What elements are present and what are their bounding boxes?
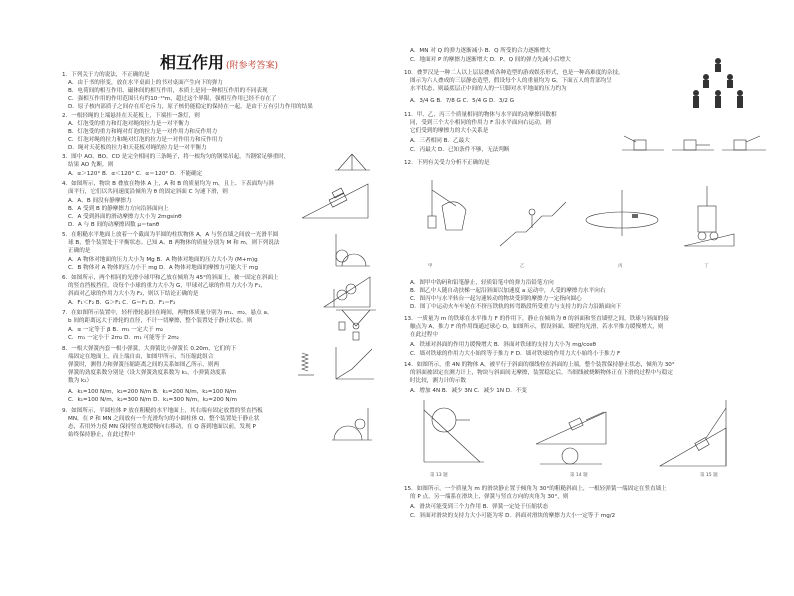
- q5-stem-3: 正确的是: [68, 248, 91, 254]
- q6-stem: 6．如图所示，两个相同的光滑小球甲和乙放在倾角为 45°的斜面上，被一固定在斜面上: [62, 275, 279, 281]
- q13-q15-figures: [410, 398, 750, 472]
- q9-cylinder-figure: [330, 406, 374, 442]
- q14-options: A．增加 4N B．减少 3N C．减少 1N D．不变: [410, 388, 527, 394]
- q4-option-a: A．A、B 间没有静摩擦力: [68, 198, 132, 204]
- q2-option-a: A．灯泡受的重力和灯泡对绳的拉力是一对平衡力: [68, 121, 190, 127]
- q7-stem-2: b 间的距离远大于滑轮的直径，不计一切摩擦，整个装置处于静止状态。则: [68, 318, 253, 324]
- q15-options-ab: A．滑块可能受到三个力作用 B．弹簧一定处于压缩状态: [410, 504, 549, 510]
- q12-figure-bing: [586, 190, 658, 236]
- q12-figure-ding: [684, 186, 734, 246]
- q14-stem: 14．如图所示，重 4N 的物体 A，被平行于斜面的细线栓在斜面的上端，整个装置保持静止状态，倾角为 30°: [404, 362, 675, 368]
- q15-options-cd: C．斜面对滑块的支持力大小可能为零 D．斜面对滑块的摩擦力大小一定等于 mg/2: [410, 513, 616, 519]
- q11-stem-3: 它们受到的摩擦力的大小关系是: [410, 128, 489, 134]
- q11-stem: 11．甲、乙、丙三个质量相同的物体与水平面的动摩擦因数相: [404, 112, 557, 118]
- q13-figure-label: 第 13 题: [430, 473, 448, 478]
- q12-label-ding: 丁: [704, 264, 709, 269]
- q7-stem: 7．在如图所示装置中，轻杆滑轮悬挂在绳间，两物体质量分别为 m₁、m₂，悬点 a、: [62, 310, 273, 316]
- q12-option-a: A．图甲中钩码和铅笔静止，轻质铅笔中的弹力沿铅笔方向: [410, 280, 554, 286]
- q10-human-pyramid-picture: [688, 55, 748, 111]
- q2-option-d: D．绳对天花板的拉力和天花板对绳的拉力是一对平衡力: [68, 145, 207, 151]
- q6-stem-3: 斜面对乙球的作用力大小为 F₂，则以下结论正确的是: [68, 291, 199, 297]
- q10-stem-2: 图示为六人叠成的三层静态造型，假设每个人的重量均为 G，下面五人的背部均呈: [410, 78, 612, 84]
- q9-stem-4: 始终保持静止，在此过程中: [68, 432, 136, 438]
- q7-pulley-figure: [334, 308, 378, 342]
- q1-option-c: C．强相互作用的作用范围只有约10⁻¹⁵m，超过这个界限，强相互作用已经不存在了: [68, 96, 277, 102]
- q4-option-d: D．A 与 B 间的动摩擦因数 μ＝tanθ: [68, 222, 160, 228]
- q12-option-d: D．图丁中运动火车车轮在不挤压铁轨的转弯路段所受重力与支持力的合力沿路面向下: [410, 304, 622, 310]
- q6-balls-figure: [322, 275, 372, 309]
- q14-stem-3: 时比较，测力计的示数: [410, 378, 466, 384]
- q8-stem-4: 弹簧的劲度系数分别是（设大弹簧劲度系数为 k₁，小弹簧劲度系: [68, 370, 227, 376]
- q13-options-ab: A．铁球对斜面的作用力缓慢增大 B．斜面对铁球的支持力大小为 mg/cosθ: [410, 342, 596, 348]
- q8-stem: 8．一根大弹簧内套一根小弹簧，大弹簧比小弹簧长 0.20m，它们的下: [62, 346, 237, 352]
- q14-stem-2: 的斜面被固定在测力计上，物块与斜面间无摩擦，装置稳定后，当细线被烧断物体正在下滑的过程中与稳定: [410, 370, 673, 376]
- q10-options: A．3/4 G B．7/8 G C．5/4 G D．3/2 G: [410, 98, 515, 104]
- q11-stem-2: 同，受到三个大小相同的作用力 F 沿水平面向右运动，则: [410, 120, 552, 126]
- q13-options-cd: C．墙对铁球的作用力大小始终等于推力 F D．墙对铁球的作用力大小始终小于推力 F: [410, 351, 621, 357]
- q14-figure: [536, 412, 606, 464]
- q4-stem-2: 面平行，它们以共同速度沿倾角为 θ 的固定斜面 C 匀速下滑，则: [68, 189, 228, 195]
- q11-options-cd: C．丙最大 D．已知条件不够，无法判断: [410, 147, 510, 153]
- q9-stem-2: MN，在 P 和 MN 之间放有一个光滑均匀的小圆柱体 Q，整个装置处于静止状: [68, 416, 260, 422]
- title-subtitle: (附参考答案): [226, 61, 279, 71]
- q12-figure-yi: [500, 202, 566, 246]
- q3-beam-figure: [330, 152, 375, 174]
- q12-stem: 12．下列有关受力分析不正确的是: [404, 160, 490, 166]
- q15-stem-2: 的 P 点，另一端系在滑块上，弹簧与竖直方向的夹角为 30°，则: [410, 494, 569, 500]
- q1-option-d: D．原子核内部质子之间存在库仑斥力，原子核仍能稳定的保持在一起，是由于万有引力作用的结果: [68, 104, 313, 110]
- q7-options-cd: C．m₁ 一定小于 2m₂ D．m₁ 可能等于 2m₂: [68, 335, 179, 341]
- q12-figures: [412, 176, 742, 262]
- q2-option-b: B．灯泡受的重力和绳对灯泡的拉力是一对作用力和反作用力: [68, 129, 218, 135]
- q8-options-ab: A．k₁=100 N/m，k₂=200 N/m B．k₁=200 N/m，k₂=100 N/m: [68, 389, 237, 395]
- q14-figure-label: 第 14 题: [570, 473, 588, 478]
- q13-figure: [424, 400, 484, 462]
- q11-options-ab: A．三者相同 B．乙最大: [410, 138, 470, 144]
- q10-stem-3: 水平状态，则最底层正中间的人的一只脚对水平地面的压力约为: [410, 86, 567, 92]
- q12-label-jia: 甲: [428, 264, 433, 269]
- q1-option-a: A．由于书的形变，放在水平桌面上的书对桌面产生向下的弹力: [68, 80, 223, 86]
- q9-stem-3: 态，若用外力使 MN 保持竖直地缓慢向右移动，在 Q 落到地面以前，发现 P: [68, 424, 256, 430]
- q1-option-b: B．电荷间的相互作用、磁体间的相互作用，本质上是同一种相互作用的不同表现: [68, 88, 268, 94]
- q8-options-cd: C．k₁=100 N/m，k₂=300 N/m D．k₁=300 N/m，k₂=200 N/m: [68, 397, 237, 403]
- q15-stem: 15．如图所示，一个质量为 m 的滑块静止置于倾角为 30°的粗糙斜面上，一根轻弹簧一端固定在竖直墙上: [404, 486, 667, 492]
- q15-figure-label: 第 15 题: [700, 473, 718, 478]
- q12-option-b: B．图乙中人随自动扶梯一起沿斜面以加速度 a 运动中，人受的摩擦力水平向右: [410, 288, 606, 294]
- q5-options-cd: C．B 物体对 A 物体的压力小于 mg D．A 物体对地面的摩擦力可能大于 mg: [68, 265, 258, 271]
- q4-option-b: B．A 受到 B 的静摩擦力方向沿斜面向上: [68, 206, 169, 212]
- q5-options-ab: A．A 物体对地面的压力大小为 Mg B．A 物体对地面的压力大小为 (M+m)g: [68, 257, 258, 263]
- q9-options-cd: C．地面对 P 的摩擦力逐渐增大 D．P、Q 间的弹力先减小后增大: [410, 57, 571, 63]
- q9-stem: 9．如图所示，半圆柱体 P 放在粗糙的水平地面上，其右端有固定放置的竖直挡板: [62, 408, 263, 414]
- q3-stem-2: 结果 AO 先断，则: [68, 162, 114, 168]
- q5-stem-2: 球 B，整个装置处于平衡状态。已知 A、B 两物体的质量分别为 M 和 m，则下列说法: [68, 240, 280, 246]
- q12-option-c: C．图丙中与水平转台一起匀速转动的物块受到的摩擦力一定指向圆心: [410, 296, 582, 302]
- q5-stem: 5．在粗糙水平地面上放着一个截面为半圆的柱状物体 A，A 与竖直墙之间放一光滑半圆: [62, 232, 279, 238]
- q3-options: A．α＞120° B．α＜120° C．α＝120° D．不能确定: [68, 171, 203, 177]
- q12-figure-jia: [428, 180, 466, 230]
- q11-blocks-figure: [620, 132, 770, 154]
- q8-stem-3: 弹簧时，测得力和弹簧压缩距离之间的关系如图乙所示，则两: [68, 362, 220, 368]
- q1-stem: 1．下列关于力的说法，不正确的是: [62, 72, 150, 78]
- q8-stem-2: 端固定在地面上，而上端自由，如图甲所示，当压缩此组合: [68, 354, 214, 360]
- q5-hemisphere-figure: [332, 232, 372, 268]
- q9-options-ab: A．MN 对 Q 的弹力逐渐减小 B．Q 所受的合力逐渐增大: [410, 48, 551, 54]
- q6-options: A．F₁＜F₂ B．G＞F₁ C．G＝F₁ D．F₁＝F₂: [68, 300, 176, 306]
- title-main: 相互作用: [160, 53, 225, 72]
- q8-stem-5: 数为 k₂）: [68, 378, 93, 384]
- q4-incline-figure: [300, 180, 370, 220]
- q13-stem-2: 触点为 A，推力 F 的作用线通过球心 O，如图所示，假设斜面、墙壁均光滑，若水平推力缓慢增大，则: [410, 324, 664, 330]
- q6-stem-2: 的竖直挡板挡住，设每个小球的重力大小为 G，甲球对乙球的作用力大小为 F₁，: [68, 283, 266, 289]
- q3-stem: 3．图中 AO、BO、CO 是完全相同的三条绳子，将一根均匀的钢梁吊起，当钢梁足够重时，: [62, 154, 290, 160]
- q12-label-bing: 丙: [618, 264, 623, 269]
- q13-stem: 13．一质量为 m 的铁球在水平推力 F 的作用下，静止在倾角为 θ 的斜面和竖直墙壁之间，铁球与斜面的接: [404, 316, 669, 322]
- q4-option-c: C．A 受到斜面的滑动摩擦力大小为 2mgsinθ: [68, 214, 182, 220]
- q10-stem: 10．叠罗汉是一种二人以上层层叠成各种造型的游戏娱乐形式，也是一种高难度的杂技。: [404, 70, 624, 76]
- q13-stem-3: 在此过程中: [410, 332, 438, 338]
- q2-stem: 2．一根轻绳的上端悬挂在天花板上，下端挂一盏灯，则: [62, 113, 200, 119]
- q8-spring-figure: [296, 345, 376, 385]
- q4-stem: 4．如图所示，物块 B 叠放在物体 A 上，A 和 B 的质量均为 m，且上、下表面均与斜: [62, 181, 274, 187]
- q2-option-c: C．灯泡对绳的拉力和绳对灯泡的拉力是一对作用力和反作用力: [68, 137, 223, 143]
- q7-options-ab: A．α 一定等于 β B．m₁ 一定大于 m₂: [68, 327, 164, 333]
- q15-figure: [660, 400, 726, 466]
- q12-label-yi: 乙: [520, 264, 525, 269]
- page-title: [160, 50, 278, 73]
